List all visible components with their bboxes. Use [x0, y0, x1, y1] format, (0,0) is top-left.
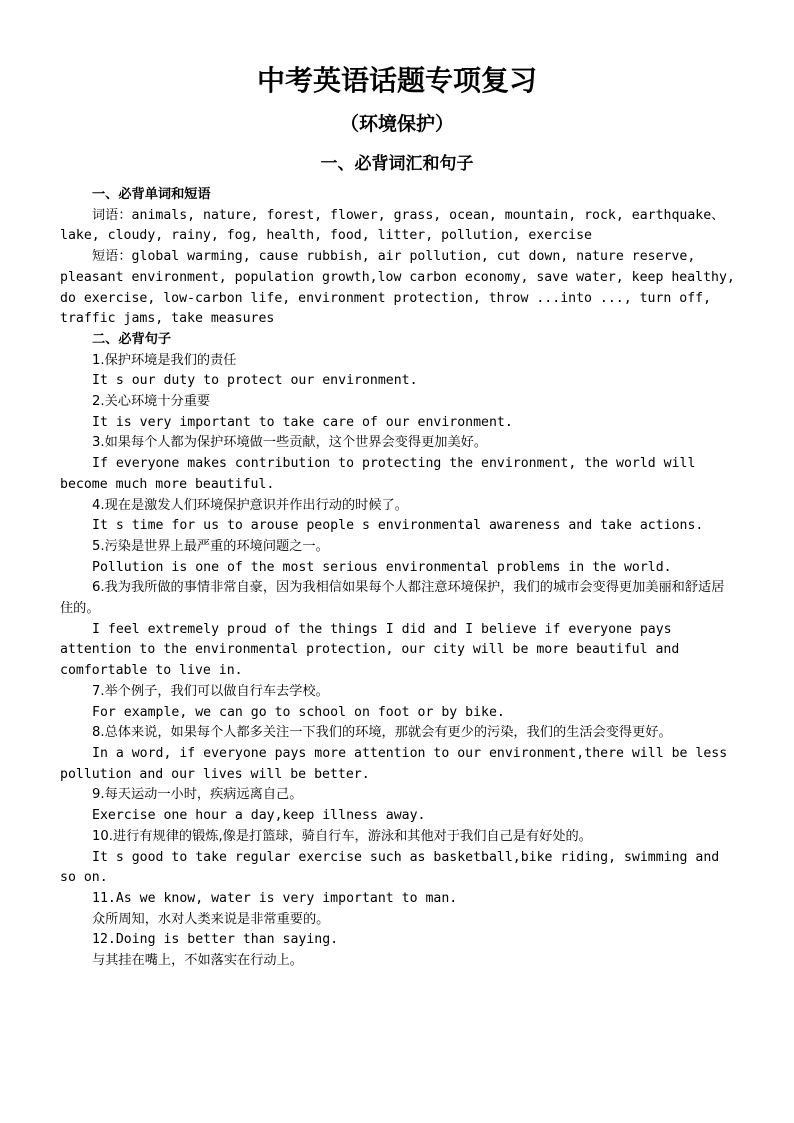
document-body [60, 185, 743, 972]
sentence-2-cn: 2.关心环境十分重要 [92, 394, 211, 410]
sentence-6-cn: 6.我为我所做的事情非常自豪，因为我相信如果每个人都注意环境保护，我们的城市会变得更加美丽和舒适居住的。 [60, 580, 725, 617]
sentence-8-cn: 8.总体来说，如果每个人都多关注一下我们的环境，那就会有更少的污染，我们的生活会变得更好。 [92, 725, 672, 741]
sentence-4-en: It s time for us to arouse people s environmental awareness and take actions. [92, 518, 704, 534]
page-title: 中考英语话题专项复习 [256, 64, 537, 97]
part2-heading: 二、必背句子 [92, 331, 172, 347]
sentence-3-cn: 3.如果每个人都为保护环境做一些贡献，这个世界会变得更加美好。 [92, 435, 488, 451]
sentence-11-cn: 众所周知，水对人类来说是非常重要的。 [92, 911, 330, 927]
sentence-11-en: 11.As we know, water is very important to man. [92, 890, 458, 906]
sentence-7-en: For example, we can go to school on foot or by bike. [92, 704, 505, 720]
section-heading: 一、必背词汇和句子 [320, 154, 474, 174]
part1-heading: 一、必背单词和短语 [92, 187, 211, 202]
sentence-10-en: It s good to take regular exercise such as basketball,bike riding, swimming and so on. [60, 849, 728, 886]
sentence-9-en: Exercise one hour a day,keep illness away. [92, 808, 426, 824]
sentence-12-cn: 与其挂在嘴上，不如落实在行动上。 [92, 953, 303, 969]
sentence-5-en: Pollution is one of the most serious environmental problems in the world. [92, 559, 672, 575]
sentence-2-en: It is very important to take care of our environment. [92, 414, 513, 430]
sentence-4-cn: 4.现在是激发人们环境保护意识并作出行动的时候了。 [92, 497, 408, 513]
sentence-1-en: It s our duty to protect our environment. [92, 373, 418, 389]
sentence-3-en: If everyone makes contribution to protecting the environment, the world will become much more beautiful. [60, 456, 704, 492]
sentence-5-cn: 5.污染是世界上最严重的环境问题之一。 [92, 538, 329, 554]
sentence-8-en: In a word, if everyone pays more attention to our environment,there will be less pollution and our lives will be better. [60, 745, 736, 782]
vocabulary-phrases: 短语：global warming, cause rubbish, air pollution, cut down, nature reserve, pleasant environment, population growth,low carbon economy, save water, keep healthy, do exercise, low-carbon life, environment protection, throw ...into ..., turn off, traffic jams, take measures [60, 249, 743, 327]
sentence-1-cn: 1.保护环境是我们的责任 [92, 352, 237, 368]
page-subtitle: （环境保护） [339, 113, 454, 135]
sentence-9-cn: 9.每天运动一小时，疾病远离自己。 [92, 787, 303, 803]
sentence-6-en: I feel extremely proud of the things I did and I believe if everyone pays attention to the environmental protection, our city will be more beautiful and comfortable to live in. [60, 621, 688, 679]
sentence-10-cn: 10.进行有规律的锻炼,像是打篮球，骑自行车，游泳和其他对于我们自己是有好处的。 [92, 828, 592, 844]
sentence-7-cn: 7.举个例子，我们可以做自行车去学校。 [92, 683, 329, 699]
sentence-12-en: 12.Doing is better than saying. [92, 932, 339, 948]
vocabulary-words: 词语：animals, nature, forest, flower, grass, ocean, mountain, rock, earthquake、lake, cloudy, rainy, fog, health, food, litter, pollution, exercise [60, 207, 725, 244]
